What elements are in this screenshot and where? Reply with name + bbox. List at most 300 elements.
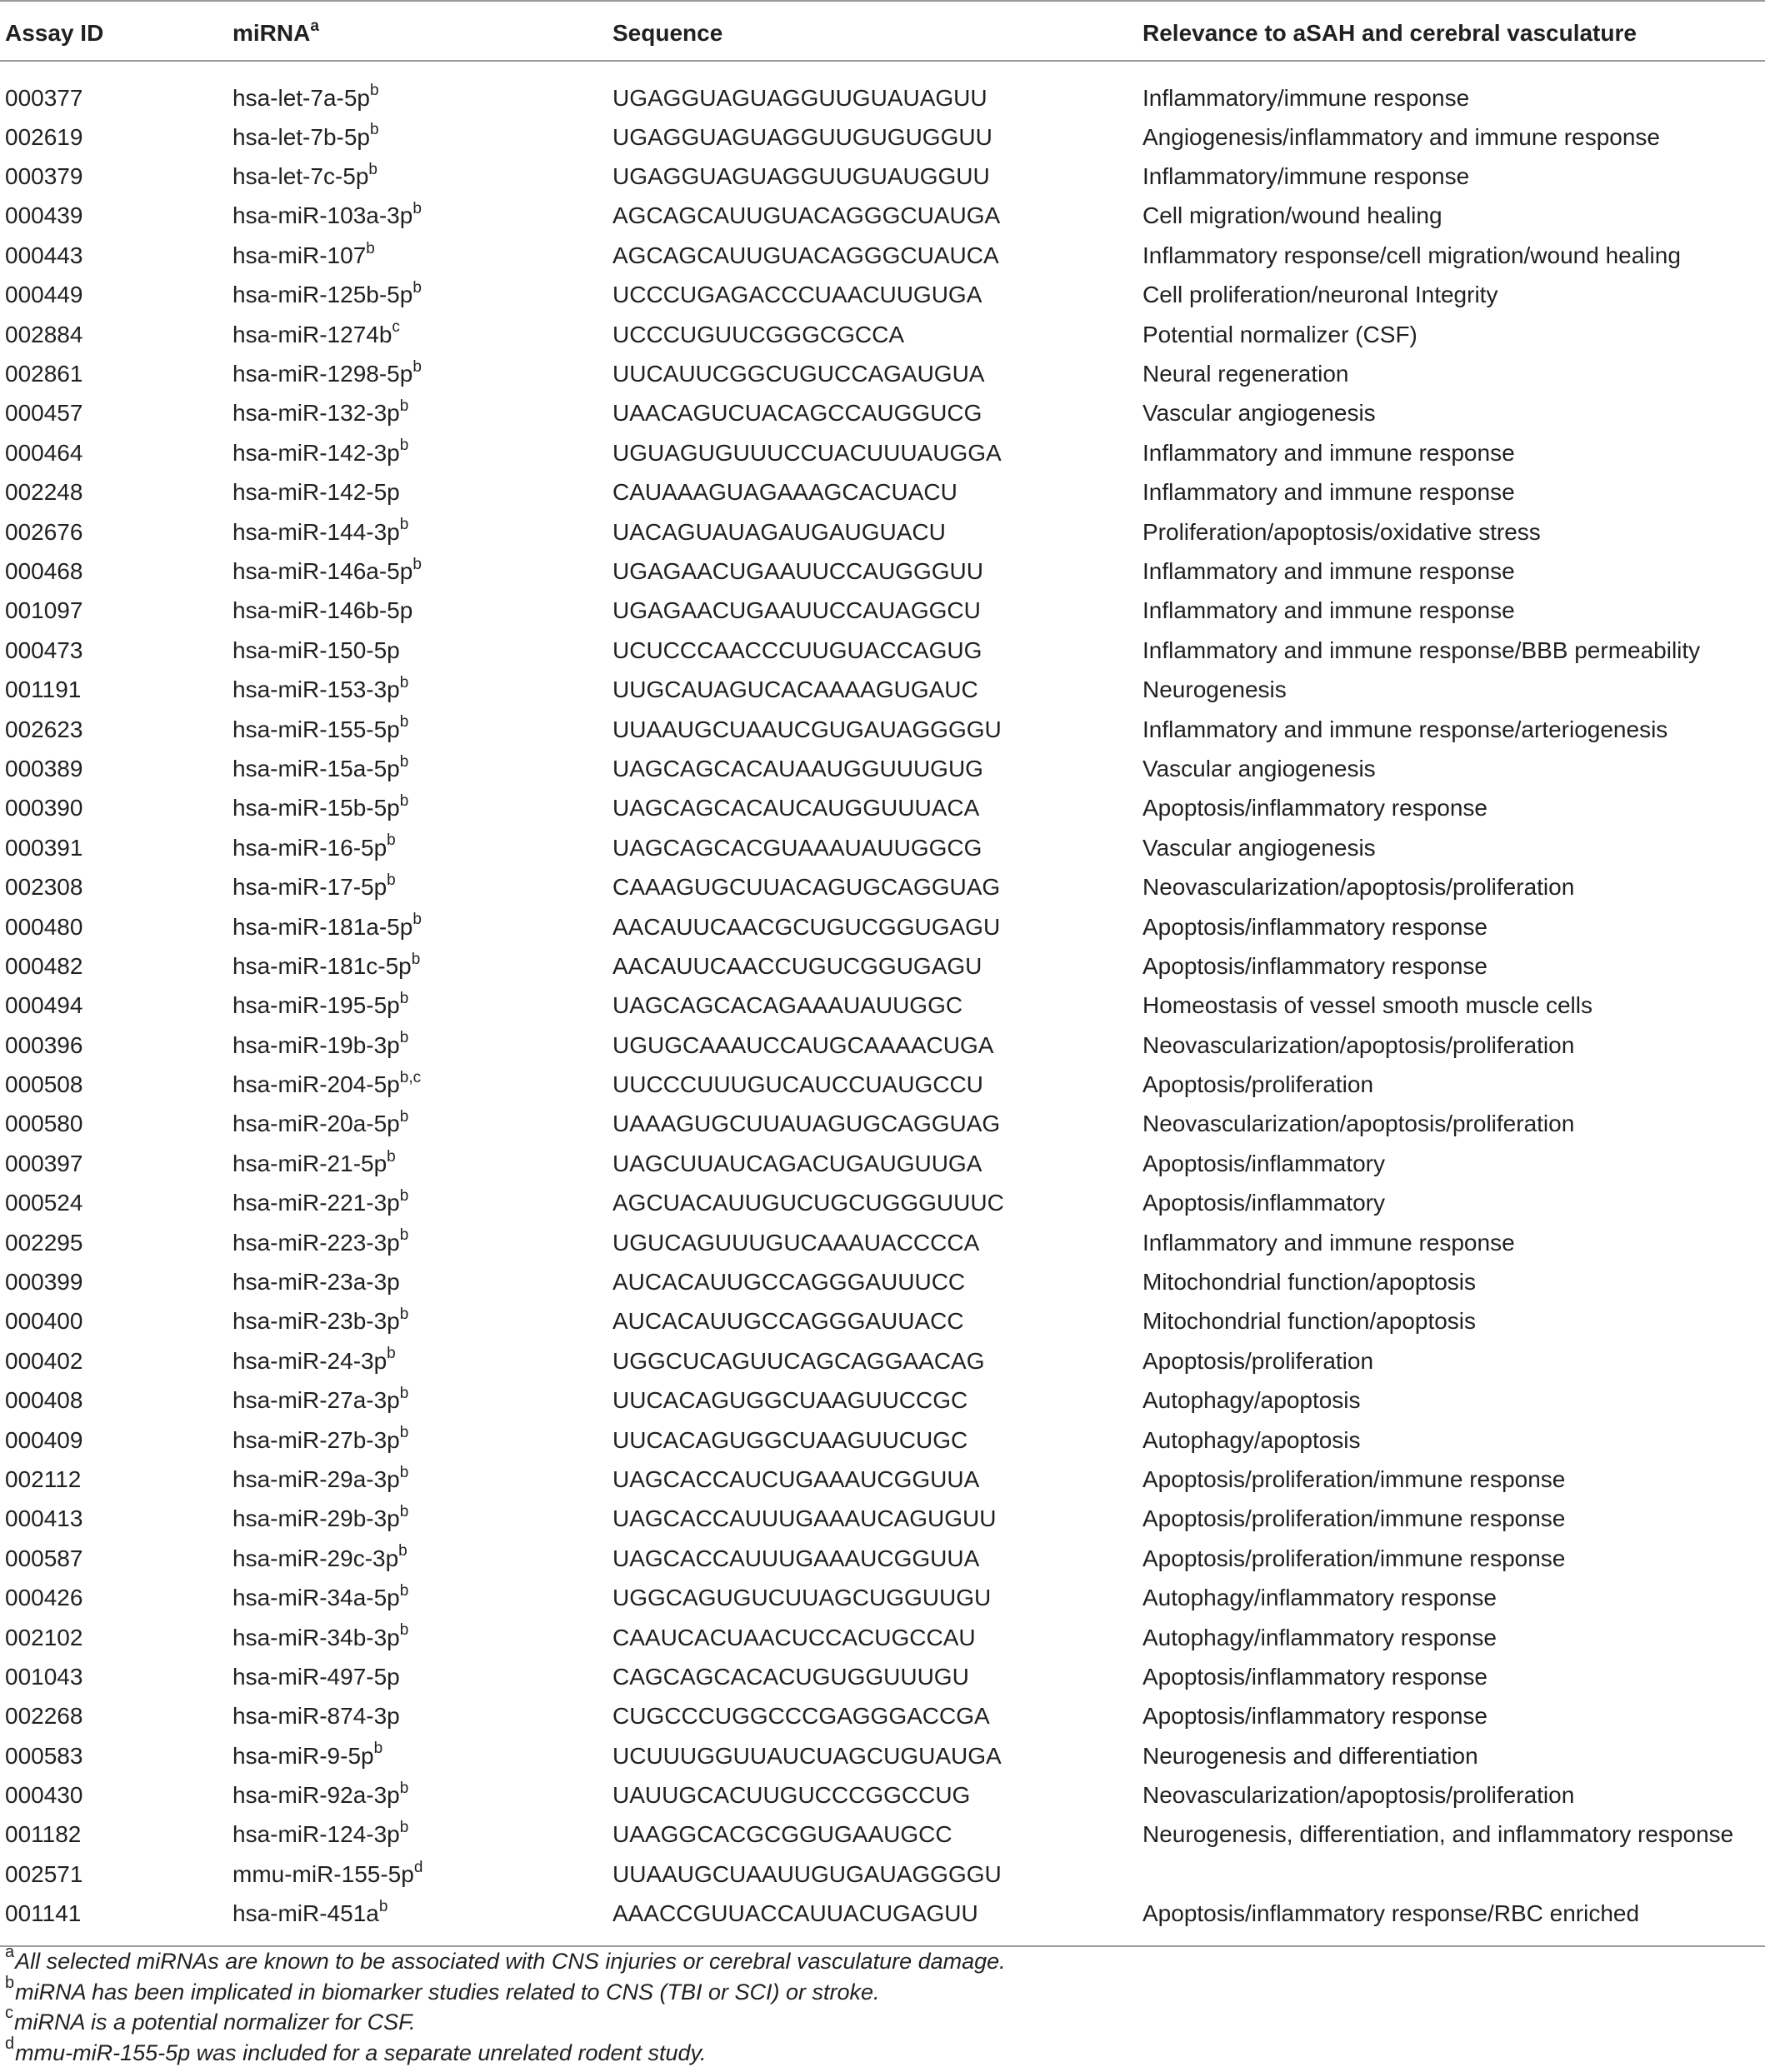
cell-sequence: UCCCUGUUCGGGCGCCA <box>612 321 904 347</box>
cell-mirna <box>228 1895 608 1946</box>
mirna-name: hsa-let-7a-5p <box>232 84 370 111</box>
table-row <box>0 315 1765 354</box>
cell-assay-id: 002112 <box>5 1465 82 1492</box>
footnote-mark: b <box>5 1973 15 1992</box>
header-relevance-label: Relevance to aSAH and cerebral vasculature <box>1142 20 1637 46</box>
cell-relevance: Inflammatory and immune response/arteriogenesis <box>1142 716 1668 742</box>
mirna-footnote-mark: b <box>399 1621 409 1640</box>
table-row <box>0 907 1765 946</box>
cell-mirna <box>228 276 608 315</box>
mirna-name: hsa-miR-142-3p <box>232 439 400 466</box>
mirna-footnote-mark: b,c <box>399 1068 422 1086</box>
table-row <box>0 1420 1765 1460</box>
table-row <box>0 1697 1765 1736</box>
table-header <box>0 1 1765 61</box>
cell-assay-id: 000379 <box>5 163 83 190</box>
cell-sequence: UAAGGCACGCGGUGAAUGCC <box>612 1821 952 1848</box>
cell-sequence: UUGCAUAGUCACAAAAGUGAUC <box>612 677 978 703</box>
mirna-name: hsa-let-7c-5p <box>232 163 369 190</box>
cell-mirna <box>228 473 608 512</box>
cell-sequence: UUAAUGCUAAUCGUGAUAGGGGU <box>612 716 1002 742</box>
cell-assay-id: 000413 <box>5 1505 83 1532</box>
cell-assay-id: 000449 <box>5 282 83 308</box>
mirna-name: hsa-miR-21-5p <box>232 1150 388 1176</box>
mirna-name: hsa-miR-497-5p <box>232 1663 400 1690</box>
cell-relevance: Neural regeneration <box>1142 361 1349 387</box>
table-body <box>0 61 1765 1946</box>
mirna-footnote-mark: b <box>399 1463 409 1481</box>
cell-relevance: Autophagy/apoptosis <box>1142 1426 1361 1453</box>
cell-sequence: UCCCUGAGACCCUAACUUGUGA <box>612 282 982 308</box>
cell-relevance: Cell migration/wound healing <box>1142 202 1442 229</box>
table-row <box>0 867 1765 906</box>
cell-relevance: Neurogenesis, differentiation, and inflammatory response <box>1142 1821 1734 1848</box>
mirna-footnote-mark: b <box>399 1581 409 1600</box>
mirna-name: hsa-miR-223-3p <box>232 1229 400 1256</box>
table-row <box>0 512 1765 552</box>
table-row <box>0 1302 1765 1341</box>
footnote <box>5 2004 1755 2038</box>
cell-assay-id: 001097 <box>5 597 83 624</box>
cell-relevance: Apoptosis/inflammatory response <box>1142 1703 1488 1730</box>
cell-assay-id: 002102 <box>5 1624 83 1650</box>
mirna-footnote-mark: b <box>399 1108 409 1126</box>
cell-sequence: AACAUUCAACGCUGUCGGUGAGU <box>612 913 1001 940</box>
cell-relevance: Apoptosis/inflammatory response <box>1142 1663 1488 1690</box>
cell-assay-id: 000377 <box>5 84 83 111</box>
mirna-name: hsa-miR-124-3p <box>232 1821 400 1848</box>
footnote-mark: c <box>5 2004 13 2022</box>
cell-mirna <box>228 1302 608 1341</box>
cell-mirna <box>228 1775 608 1815</box>
cell-sequence: UGAGAACUGAAUUCCAUAGGCU <box>612 597 981 624</box>
mirna-footnote-mark: b <box>399 1306 409 1324</box>
header-sequence <box>608 1 1138 61</box>
cell-assay-id: 000457 <box>5 400 83 427</box>
cell-relevance: Apoptosis/inflammatory response <box>1142 913 1488 940</box>
cell-mirna <box>228 61 608 117</box>
cell-mirna <box>228 394 608 433</box>
cell-assay-id: 002623 <box>5 716 83 742</box>
cell-relevance <box>1138 1855 1765 1894</box>
cell-relevance: Apoptosis/inflammatory <box>1142 1190 1386 1216</box>
cell-assay-id: 002268 <box>5 1703 83 1730</box>
cell-mirna <box>228 828 608 867</box>
cell-assay-id: 000409 <box>5 1426 83 1453</box>
cell-sequence: UUAAUGCUAAUUGUGAUAGGGGU <box>612 1860 1002 1887</box>
cell-sequence: CUGCCCUGGCCCGAGGGACCGA <box>612 1703 990 1730</box>
mirna-name: hsa-miR-29b-3p <box>232 1505 400 1532</box>
header-mirna-footnote-mark: a <box>310 17 319 35</box>
cell-sequence: AGCAGCAUUGUACAGGGCUAUCA <box>612 242 999 268</box>
cell-relevance: Apoptosis/proliferation <box>1142 1071 1374 1098</box>
cell-sequence: UAGCUUAUCAGACUGAUGUUGA <box>612 1150 982 1176</box>
cell-mirna <box>228 512 608 552</box>
cell-sequence: AGCAGCAUUGUACAGGGCUAUGA <box>612 202 1001 229</box>
cell-assay-id: 002308 <box>5 874 83 901</box>
header-mirna-label: miRNA <box>232 20 311 46</box>
cell-relevance: Mitochondrial function/apoptosis <box>1142 1269 1477 1296</box>
cell-relevance: Autophagy/inflammatory response <box>1142 1624 1497 1650</box>
cell-relevance: Apoptosis/proliferation/immune response <box>1142 1545 1566 1571</box>
mirna-footnote-mark: b <box>378 1897 388 1915</box>
mirna-footnote-mark: c <box>392 318 400 337</box>
cell-assay-id: 000587 <box>5 1545 83 1571</box>
table-row <box>0 276 1765 315</box>
table-row <box>0 1026 1765 1065</box>
cell-assay-id: 000443 <box>5 242 83 268</box>
table-row <box>0 1341 1765 1381</box>
cell-mirna <box>228 1736 608 1775</box>
mirna-name: hsa-miR-20a-5p <box>232 1111 400 1137</box>
mirna-footnote-mark: b <box>387 1147 396 1166</box>
footnote-mark: a <box>5 1943 15 1961</box>
table-row <box>0 197 1765 236</box>
cell-sequence: CAAAGUGCUUACAGUGCAGGUAG <box>612 874 1001 901</box>
table-row <box>0 354 1765 393</box>
mirna-footnote-mark: b <box>399 1186 409 1205</box>
mirna-footnote-mark: b <box>399 673 409 691</box>
table-row <box>0 1895 1765 1946</box>
cell-sequence: UAGCACCAUCUGAAAUCGGUUA <box>612 1465 980 1492</box>
cell-mirna <box>228 433 608 472</box>
cell-assay-id: 000391 <box>5 834 83 861</box>
cell-relevance: Cell proliferation/neuronal Integrity <box>1142 282 1498 308</box>
cell-mirna <box>228 552 608 591</box>
cell-assay-id: 000402 <box>5 1347 83 1374</box>
cell-sequence: AAACCGUUACCAUUACUGAGUU <box>612 1900 978 1927</box>
cell-assay-id: 002571 <box>5 1860 83 1887</box>
cell-mirna <box>228 1855 608 1894</box>
mirna-name: hsa-let-7b-5p <box>232 123 370 150</box>
cell-relevance: Apoptosis/inflammatory response <box>1142 952 1488 979</box>
cell-assay-id: 000430 <box>5 1782 83 1809</box>
cell-assay-id: 000464 <box>5 439 83 466</box>
mirna-name: hsa-miR-17-5p <box>232 874 388 901</box>
mirna-footnote-mark: b <box>412 357 422 376</box>
mirna-name: hsa-miR-103a-3p <box>232 202 413 229</box>
mirna-name: hsa-miR-146b-5p <box>232 597 413 624</box>
cell-mirna <box>228 1381 608 1420</box>
header-sequence-label: Sequence <box>612 20 723 46</box>
cell-mirna <box>228 1026 608 1065</box>
cell-assay-id: 002619 <box>5 123 83 150</box>
cell-sequence: UAGCAGCACAGAAAUAUUGGC <box>612 992 963 1019</box>
cell-mirna <box>228 1500 608 1539</box>
mirna-footnote-mark: b <box>387 831 396 850</box>
mirna-name: hsa-miR-9-5p <box>232 1742 374 1769</box>
cell-assay-id: 000468 <box>5 557 83 584</box>
cell-relevance: Autophagy/apoptosis <box>1142 1387 1361 1414</box>
mirna-footnote-mark: b <box>399 989 409 1007</box>
footnote <box>5 1973 1755 2008</box>
mirna-footnote-mark: b <box>399 792 409 810</box>
cell-sequence: UAGCAGCACAUCAUGGUUUACA <box>612 795 980 821</box>
table-row <box>0 1500 1765 1539</box>
mirna-footnote-mark: b <box>399 397 409 416</box>
cell-assay-id: 000480 <box>5 913 83 940</box>
mirna-name: hsa-miR-204-5p <box>232 1071 400 1098</box>
cell-relevance: Angiogenesis/inflammatory and immune response <box>1142 123 1660 150</box>
table-row <box>0 61 1765 117</box>
table-row <box>0 1855 1765 1894</box>
table-row <box>0 1144 1765 1183</box>
mirna-footnote-mark: b <box>399 1819 409 1837</box>
cell-assay-id: 000396 <box>5 1031 83 1058</box>
table-row <box>0 1775 1765 1815</box>
cell-relevance: Neurogenesis and differentiation <box>1142 1742 1478 1769</box>
mirna-name: hsa-miR-150-5p <box>232 637 400 663</box>
mirna-name: hsa-miR-27b-3p <box>232 1426 400 1453</box>
cell-mirna <box>228 157 608 196</box>
cell-sequence: UUCACAGUGGCUAAGUUCUGC <box>612 1426 968 1453</box>
cell-mirna <box>228 592 608 631</box>
table-row <box>0 1815 1765 1855</box>
mirna-name: hsa-miR-132-3p <box>232 400 400 427</box>
cell-relevance: Proliferation/apoptosis/oxidative stress <box>1142 518 1541 545</box>
cell-assay-id: 000390 <box>5 795 83 821</box>
cell-relevance: Vascular angiogenesis <box>1142 400 1376 427</box>
mirna-name: hsa-miR-15a-5p <box>232 755 400 781</box>
cell-mirna <box>228 1657 608 1696</box>
mirna-footnote-mark: b <box>369 121 379 139</box>
table-row <box>0 749 1765 788</box>
cell-sequence: AUCACAUUGCCAGGGAUUUCC <box>612 1269 966 1296</box>
cell-sequence: UCUCCCAACCCUUGUACCAGUG <box>612 637 982 663</box>
table-row <box>0 117 1765 157</box>
cell-assay-id: 002884 <box>5 321 83 347</box>
cell-mirna <box>228 710 608 749</box>
cell-sequence: UAGCACCAUUUGAAAUCGGUUA <box>612 1545 980 1571</box>
cell-mirna <box>228 1618 608 1657</box>
mirna-name: hsa-miR-153-3p <box>232 677 400 703</box>
cell-assay-id: 002676 <box>5 518 83 545</box>
mirna-name: hsa-miR-34a-5p <box>232 1585 400 1611</box>
header-assay-id <box>0 1 228 61</box>
cell-sequence: CAUAAAGUAGAAAGCACUACU <box>612 479 958 506</box>
cell-sequence: CAGCAGCACACUGUGGUUUGU <box>612 1663 969 1690</box>
cell-sequence: UAAAGUGCUUAUAGUGCAGGUAG <box>612 1111 1001 1137</box>
cell-mirna <box>228 354 608 393</box>
cell-relevance: Neovascularization/apoptosis/proliferation <box>1142 874 1575 901</box>
cell-relevance: Apoptosis/inflammatory response <box>1142 795 1488 821</box>
cell-mirna <box>228 946 608 986</box>
cell-assay-id: 001191 <box>5 677 82 703</box>
cell-assay-id: 000580 <box>5 1111 83 1137</box>
cell-assay-id: 000524 <box>5 1190 83 1216</box>
footnote-text: mmu-miR-155-5p was included for a separate unrelated rodent study. <box>15 2040 707 2065</box>
mirna-name: hsa-miR-221-3p <box>232 1190 400 1216</box>
cell-assay-id: 001141 <box>5 1900 82 1927</box>
table-row <box>0 1184 1765 1223</box>
cell-sequence: UUCACAGUGGCUAAGUUCCGC <box>612 1387 968 1414</box>
footnote-text: All selected miRNAs are known to be associated with CNS injuries or cerebral vasculature damage. <box>15 1949 1006 1974</box>
mirna-footnote-mark: b <box>399 1226 409 1245</box>
cell-relevance: Vascular angiogenesis <box>1142 755 1376 781</box>
cell-assay-id: 002861 <box>5 361 83 387</box>
cell-sequence: UUCCCUUUGUCAUCCUAUGCCU <box>612 1071 983 1098</box>
cell-relevance: Inflammatory and immune response <box>1142 479 1515 506</box>
mirna-footnote-mark: b <box>366 239 375 257</box>
mirna-footnote-mark: b <box>398 1542 408 1560</box>
mirna-footnote-mark: b <box>399 437 409 455</box>
cell-relevance: Inflammatory/immune response <box>1142 163 1470 190</box>
cell-mirna <box>228 236 608 275</box>
cell-sequence: AUCACAUUGCCAGGGAUUACC <box>612 1308 964 1335</box>
cell-mirna <box>228 789 608 828</box>
cell-mirna <box>228 867 608 906</box>
table-row <box>0 946 1765 986</box>
mirna-name: hsa-miR-16-5p <box>232 834 388 861</box>
mirna-name: hsa-miR-24-3p <box>232 1347 388 1374</box>
footnote <box>5 2034 1755 2069</box>
mirna-name: hsa-miR-92a-3p <box>232 1782 400 1809</box>
mirna-name: hsa-miR-1298-5p <box>232 361 413 387</box>
cell-mirna <box>228 1539 608 1578</box>
mirna-footnote-mark: b <box>412 278 422 297</box>
cell-sequence: UGGCAGUGUCUUAGCUGGUUGU <box>612 1585 992 1611</box>
cell-assay-id: 000508 <box>5 1071 83 1098</box>
mirna-name: hsa-miR-451a <box>232 1900 379 1927</box>
mirna-footnote-mark: b <box>387 1345 396 1363</box>
cell-mirna <box>228 1578 608 1617</box>
mirna-footnote-mark: b <box>412 555 422 573</box>
cell-assay-id: 000473 <box>5 637 83 663</box>
cell-assay-id: 001182 <box>5 1821 82 1848</box>
cell-relevance: Inflammatory and immune response/BBB permeability <box>1142 637 1701 663</box>
table-row <box>0 1657 1765 1696</box>
cell-relevance: Homeostasis of vessel smooth muscle cells <box>1142 992 1592 1019</box>
cell-mirna <box>228 631 608 670</box>
cell-sequence: UAGCAGCACGUAAAUAUUGGCG <box>612 834 982 861</box>
cell-assay-id: 000400 <box>5 1308 83 1335</box>
mirna-footnote-mark: b <box>399 1503 409 1521</box>
table-row <box>0 592 1765 631</box>
mirna-footnote-mark: b <box>412 200 422 218</box>
cell-assay-id: 000439 <box>5 202 83 229</box>
mirna-name: hsa-miR-195-5p <box>232 992 400 1019</box>
mirna-footnote-mark: b <box>387 871 396 889</box>
mirna-name: hsa-miR-29a-3p <box>232 1465 400 1492</box>
cell-sequence: UGAGAACUGAAUUCCAUGGGUU <box>612 557 983 584</box>
table-row <box>0 1381 1765 1420</box>
mirna-name: hsa-miR-23b-3p <box>232 1308 400 1335</box>
cell-assay-id: 000389 <box>5 755 83 781</box>
cell-sequence: UAGCACCAUUUGAAAUCAGUGUU <box>612 1505 997 1532</box>
table-row <box>0 394 1765 433</box>
table-row <box>0 710 1765 749</box>
cell-assay-id: 000494 <box>5 992 83 1019</box>
cell-assay-id: 000482 <box>5 952 83 979</box>
table-row <box>0 1618 1765 1657</box>
cell-relevance: Potential normalizer (CSF) <box>1142 321 1418 347</box>
footnote-text: miRNA has been implicated in biomarker studies related to CNS (TBI or SCI) or stroke. <box>15 1979 880 2005</box>
cell-mirna <box>228 1184 608 1223</box>
table-row <box>0 1223 1765 1262</box>
cell-sequence: UGAGGUAGUAGGUUGUAUGGUU <box>612 163 990 190</box>
mirna-footnote-mark: d <box>413 1858 423 1876</box>
table-row <box>0 670 1765 709</box>
cell-relevance: Neovascularization/apoptosis/proliferation <box>1142 1031 1575 1058</box>
cell-relevance: Apoptosis/proliferation/immune response <box>1142 1465 1566 1492</box>
cell-mirna <box>228 117 608 157</box>
mirna-name: hsa-miR-27a-3p <box>232 1387 400 1414</box>
table-row <box>0 1578 1765 1617</box>
cell-relevance: Apoptosis/proliferation <box>1142 1347 1374 1374</box>
cell-relevance: Neurogenesis <box>1142 677 1287 703</box>
mirna-name: hsa-miR-125b-5p <box>232 282 413 308</box>
mirna-name: hsa-miR-15b-5p <box>232 795 400 821</box>
mirna-name: hsa-miR-19b-3p <box>232 1031 400 1058</box>
table-row <box>0 986 1765 1026</box>
cell-relevance: Apoptosis/inflammatory <box>1142 1150 1386 1176</box>
cell-sequence: UGGCUCAGUUCAGCAGGAACAG <box>612 1347 985 1374</box>
cell-assay-id: 002248 <box>5 479 83 506</box>
table-row <box>0 1065 1765 1104</box>
footnote <box>5 1943 1755 1977</box>
cell-assay-id: 000426 <box>5 1585 83 1611</box>
mirna-name: mmu-miR-155-5p <box>232 1860 414 1887</box>
footnotes <box>5 1943 1755 2068</box>
cell-assay-id: 000583 <box>5 1742 83 1769</box>
table-row <box>0 157 1765 196</box>
mirna-name: hsa-miR-142-5p <box>232 479 400 506</box>
table-row <box>0 1460 1765 1499</box>
cell-relevance: Inflammatory and immune response <box>1142 1229 1515 1256</box>
cell-assay-id: 001043 <box>5 1663 83 1690</box>
mirna-name: hsa-miR-144-3p <box>232 518 400 545</box>
cell-mirna <box>228 986 608 1026</box>
mirna-footnote-mark: b <box>412 911 422 929</box>
table-row <box>0 1539 1765 1578</box>
table-row <box>0 828 1765 867</box>
mirna-footnote-mark: b <box>368 160 378 178</box>
mirna-footnote-mark: b <box>399 752 409 771</box>
cell-sequence: UUCAUUCGGCUGUCCAGAUGUA <box>612 361 985 387</box>
mirna-footnote-mark: b <box>399 1424 409 1442</box>
mirna-name: hsa-miR-34b-3p <box>232 1624 400 1650</box>
cell-relevance: Inflammatory and immune response <box>1142 439 1515 466</box>
mirna-footnote-mark: b <box>373 1740 383 1758</box>
mirna-name: hsa-miR-181c-5p <box>232 952 412 979</box>
cell-mirna <box>228 1420 608 1460</box>
mirna-name: hsa-miR-155-5p <box>232 716 400 742</box>
cell-sequence: UGUAGUGUUUCCUACUUUAUGGA <box>612 439 1002 466</box>
cell-mirna <box>228 1262 608 1301</box>
mirna-name: hsa-miR-874-3p <box>232 1703 400 1730</box>
cell-mirna <box>228 1223 608 1262</box>
mirna-footnote-mark: b <box>399 713 409 731</box>
cell-mirna <box>228 749 608 788</box>
cell-sequence: UAGCAGCACAUAAUGGUUUGUG <box>612 755 983 781</box>
cell-sequence: UACAGUAUAGAUGAUGUACU <box>612 518 946 545</box>
cell-sequence: UGUGCAAAUCCAUGCAAAACUGA <box>612 1031 994 1058</box>
mirna-name: hsa-miR-181a-5p <box>232 913 413 940</box>
cell-sequence: UGAGGUAGUAGGUUGUGUGGUU <box>612 123 992 150</box>
cell-mirna <box>228 1105 608 1144</box>
table-row <box>0 789 1765 828</box>
cell-relevance: Inflammatory/immune response <box>1142 84 1470 111</box>
cell-relevance: Inflammatory and immune response <box>1142 597 1515 624</box>
table-row <box>0 552 1765 591</box>
cell-mirna <box>228 197 608 236</box>
cell-relevance: Neovascularization/apoptosis/proliferation <box>1142 1111 1575 1137</box>
cell-sequence: UGUCAGUUUGUCAAAUACCCCA <box>612 1229 980 1256</box>
cell-mirna <box>228 1341 608 1381</box>
mirna-footnote-mark: b <box>411 950 421 968</box>
table-row <box>0 473 1765 512</box>
table-row <box>0 1262 1765 1301</box>
